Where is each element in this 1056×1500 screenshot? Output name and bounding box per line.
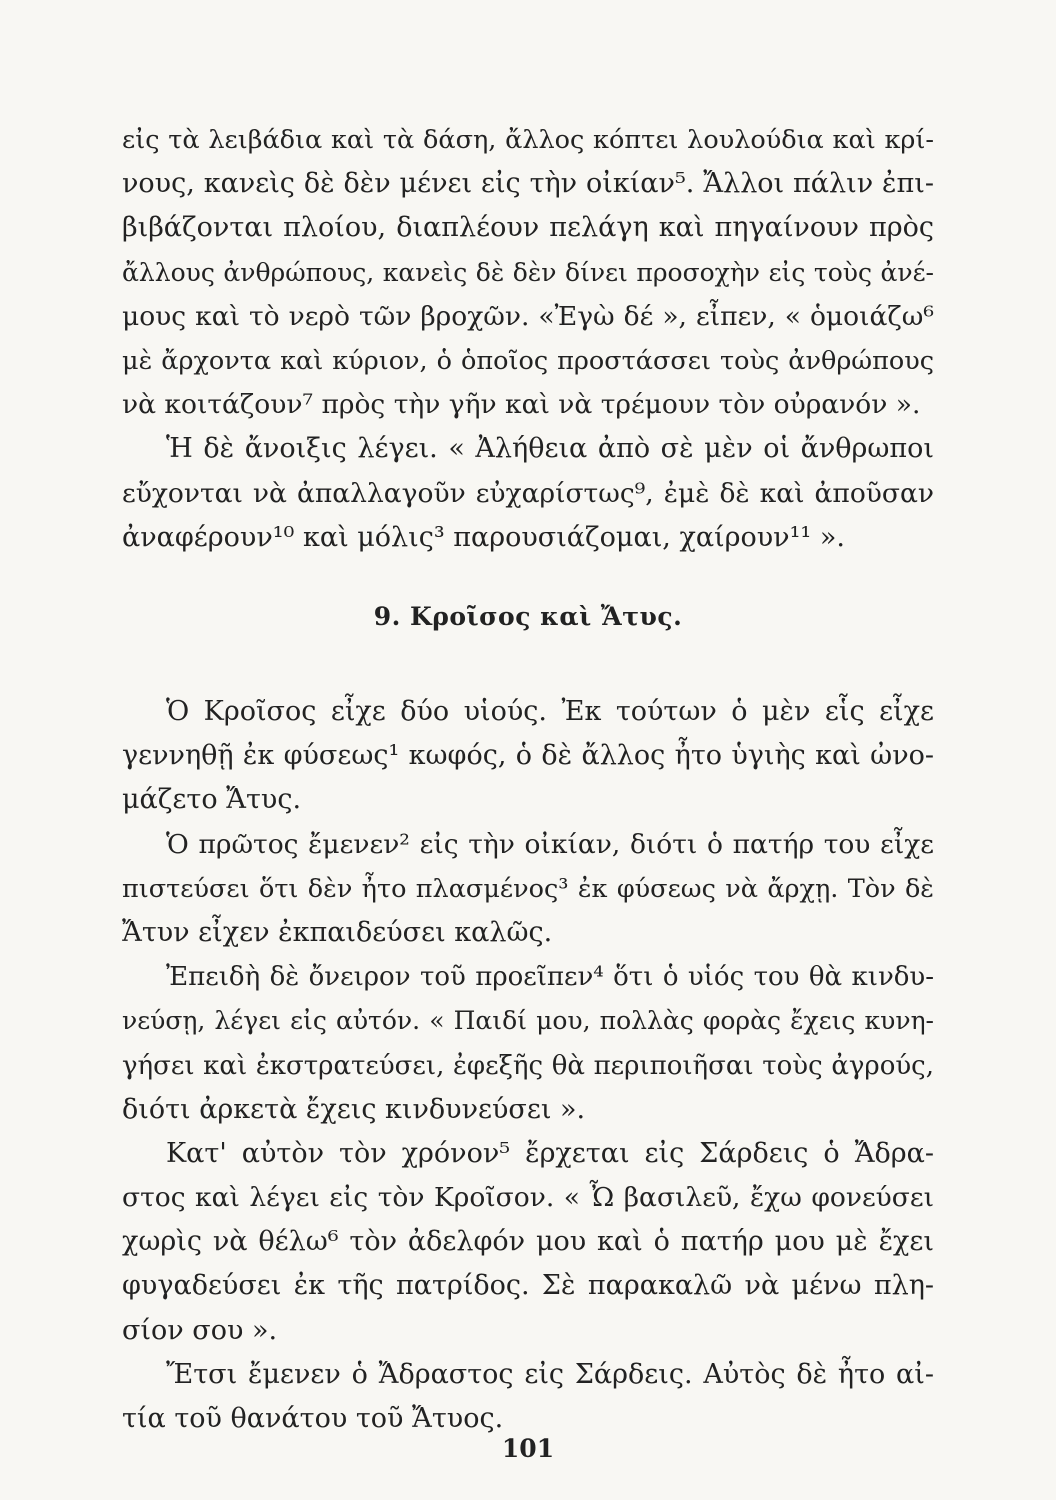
text-line: βιβάζονται πλοίου, διαπλέουν πελάγη καὶ πηγαίνουν πρὸς <box>122 212 934 244</box>
page-number: 101 <box>501 1434 555 1463</box>
text-line: εὔχονται νὰ ἀπαλλαγοῦν εὐχαρίστως⁹, ἐμὲ δὲ καὶ ἀποῦσαν <box>122 477 934 509</box>
text-line: Ὁ πρῶτος ἔμενεν² εἰς τὴν οἰκίαν, διότι ὁ πατήρ του εἶχε <box>166 828 934 860</box>
text-line: σίον σου ». <box>122 1314 278 1346</box>
text-line: τία τοῦ θανάτου τοῦ Ἄτυος. <box>122 1403 504 1434</box>
text-line: μάζετο Ἄτυς. <box>122 784 302 816</box>
text-line: εἰς τὰ λειβάδια καὶ τὰ δάση, ἄλλος κόπτει λουλούδια καὶ κρί- <box>122 125 934 155</box>
text-line: Ὁ Κροῖσος εἶχε δύο υἱούς. Ἐκ τούτων ὁ μὲν εἷς εἶχε <box>166 696 934 727</box>
text-line: ἀναφέρουν¹⁰ καὶ μόλις³ παρουσιάζομαι, χαίρουν¹¹ ». <box>122 521 845 553</box>
text-line: νους, κανεὶς δὲ δὲν μένει εἰς τὴν οἰκίαν⁵. Ἄλλοι πάλιν ἐπι- <box>122 168 934 200</box>
text-line: πιστεύσει ὅτι δὲν ἦτο πλασμένος³ ἐκ φύσεως νὰ ἄρχῃ. Τὸν δὲ <box>122 873 934 904</box>
paragraph-block-croesus <box>122 690 934 1441</box>
text-line: μὲ ἄρχοντα καὶ κύριον, ὁ ὁποῖος προστάσσει τοὺς ἀνθρώπους <box>122 345 934 376</box>
text-line: Ἄτυν εἶχεν ἐκπαιδεύσει καλῶς. <box>122 916 553 948</box>
text-line: νὰ κοιτάζουν⁷ πρὸς τὴν γῆν καὶ νὰ τρέμουν τὸν οὐρανόν ». <box>122 389 921 421</box>
text-line: διότι ἀρκετὰ ἔχεις κινδυνεύσει ». <box>122 1093 586 1125</box>
text-line: γεννηθῇ ἐκ φύσεως¹ κωφός, ὁ δὲ ἄλλος ἦτο ὑγιὴς καὶ ὠνο- <box>122 740 934 772</box>
text-line: μους καὶ τὸ νερὸ τῶν βροχῶν. «Ἐγὼ δέ », εἶπεν, « ὁμοιάζω⁶ <box>122 300 934 332</box>
text-line: χωρὶς νὰ θέλω⁶ τὸν ἀδελφόν μου καὶ ὁ πατήρ μου μὲ ἔχει <box>122 1226 934 1258</box>
text-line: νεύσῃ, λέγει εἰς αὐτόν. « Παιδί μου, πολλὰς φορὰς ἔχεις κυνη- <box>122 1006 934 1036</box>
text-line: στος καὶ λέγει εἰς τὸν Κροῖσον. « Ὦ βασιλεῦ, ἔχω φονεύσει <box>122 1182 934 1214</box>
text-line: ἄλλους ἀνθρώπους, κανεὶς δὲ δὲν δίνει προσοχὴν εἰς τοὺς ἀνέ- <box>122 257 934 287</box>
text-line: Ἡ δὲ ἄνοιξις λέγει. « Ἀλήθεια ἀπὸ σὲ μὲν οἱ ἄνθρωποι <box>166 433 934 465</box>
text-line: Ἐπειδὴ δὲ ὄνειρον τοῦ προεῖπεν⁴ ὅτι ὁ υἱός του θὰ κινδυ- <box>166 962 934 993</box>
section-heading: 9. Κροῖσος καὶ Ἄτυς. <box>373 602 683 631</box>
text-line: Ἔτσι ἔμενεν ὁ Ἄδραστος εἰς Σάρδεις. Αὐτὸς δὲ ἦτο αἰ- <box>166 1358 934 1390</box>
paragraph-block-spring <box>122 118 934 560</box>
text-line: Κατ' αὐτὸν τὸν χρόνον⁵ ἔρχεται εἰς Σάρδεις ὁ Ἄδρα- <box>166 1137 934 1169</box>
text-line: γήσει καὶ ἐκστρατεύσει, ἐφεξῆς θὰ περιποιῆσαι τοὺς ἀγρούς, <box>122 1050 934 1081</box>
text-line: φυγαδεύσει ἐκ τῆς πατρίδος. Σὲ παρακαλῶ νὰ μένω πλη- <box>122 1270 934 1302</box>
